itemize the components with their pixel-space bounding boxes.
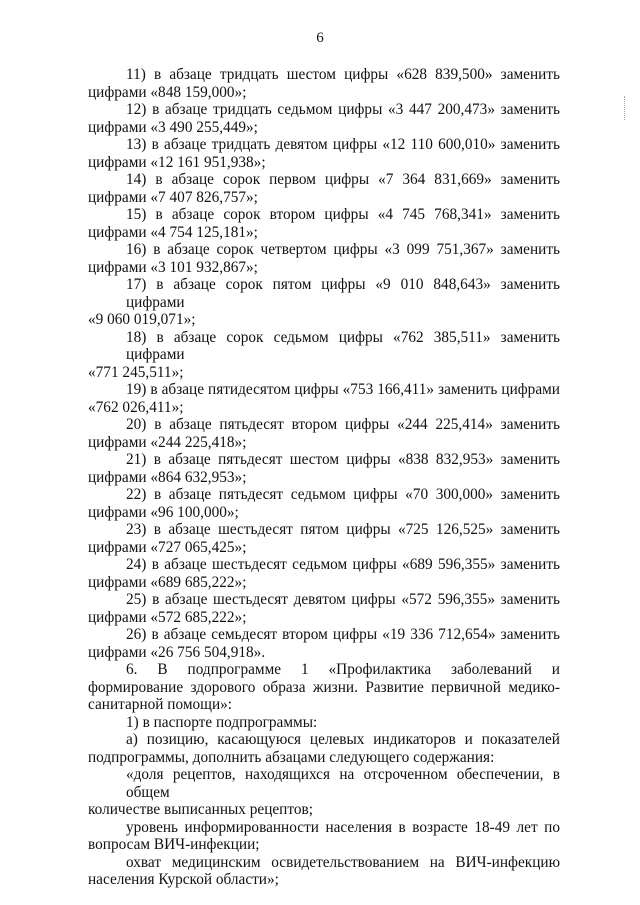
amendment-item (88, 556, 560, 574)
scan-artifact (624, 96, 626, 120)
amendment-line: 25) в абзаце шестьдесят девятом цифры «572 596,355» заменить (126, 591, 560, 608)
amendment-item (88, 66, 560, 84)
amendment-continuation: цифрами «3 490 255,449»; (88, 118, 258, 136)
amendment-item (88, 329, 560, 364)
passport-item: 1) в паспорте подпрограммы: (126, 713, 318, 731)
amendment-continuation: цифрами «96 100,000»; (88, 503, 239, 521)
amendment-continuation: цифрами «864 632,953»; (88, 468, 247, 486)
amendment-line: 23) в абзаце шестьдесят пятом цифры «725 126,525» заменить (126, 521, 560, 538)
amendment-item (88, 626, 560, 644)
amendment-continuation: цифрами «26 756 504,918». (88, 643, 266, 661)
amendment-line: 20) в абзаце пятьдесят втором цифры «244 225,414» заменить (126, 416, 560, 433)
amendment-line: 19) в абзаце пятидесятом цифры «753 166,411» заменить цифрами (126, 381, 560, 398)
amendment-item (88, 521, 560, 539)
amendment-continuation: цифрами «244 225,418»; (88, 433, 247, 451)
indicator-item (88, 766, 560, 801)
amendment-line: 17) в абзаце сорок пятом цифры «9 010 848,643» заменить цифрами (126, 276, 560, 311)
amendment-item (88, 591, 560, 609)
amendment-continuation: цифрами «7 407 826,757»; (88, 188, 258, 206)
amendment-item (88, 486, 560, 504)
amendment-item (88, 136, 560, 154)
amendment-line: 24) в абзаце шестьдесят седьмом цифры «689 596,355» заменить (126, 556, 560, 573)
amendment-continuation: цифрами «689 685,222»; (88, 573, 247, 591)
indicators-item: а) позицию, касающуюся целевых индикаторов и показателей подпрограммы, дополнить абзацами следующего содержания: (88, 731, 560, 766)
amendment-continuation: цифрами «848 159,000»; (88, 83, 247, 101)
amendment-continuation: цифрами «12 161 951,938»; (88, 153, 266, 171)
indicator-item (88, 854, 560, 872)
amendment-item (88, 276, 560, 311)
indicator-continuation: населения Курской области»; (88, 871, 279, 888)
amendment-item (88, 381, 560, 399)
document-body (88, 66, 560, 889)
amendment-item (88, 451, 560, 469)
amendment-continuation: цифрами «3 101 932,867»; (88, 258, 258, 276)
amendment-item (88, 206, 560, 224)
amendment-line: 14) в абзаце сорок первом цифры «7 364 831,669» заменить (126, 171, 560, 188)
amendment-line: 16) в абзаце сорок четвертом цифры «3 099 751,367» заменить (126, 241, 560, 258)
indicator-continuation: вопросам ВИЧ-инфекции; (88, 836, 260, 853)
indicator-line: охват медицинским освидетельствованием на ВИЧ-инфекцию (126, 853, 560, 871)
amendment-line: 21) в абзаце пятьдесят шестом цифры «838 832,953» заменить (126, 451, 560, 468)
amendment-continuation: цифрами «727 065,425»; (88, 538, 247, 556)
amendment-continuation: «9 060 019,071»; (88, 311, 196, 328)
amendment-item (88, 171, 560, 189)
indicator-continuation: количестве выписанных рецептов; (88, 801, 313, 818)
indicator-line: уровень информированности населения в возрасте 18-49 лет по (126, 818, 560, 836)
indicator-item (88, 819, 560, 837)
amendment-item (88, 101, 560, 119)
amendment-item (88, 416, 560, 434)
page-number: 6 (316, 30, 324, 46)
amendment-continuation: цифрами «4 754 125,181»; (88, 223, 258, 241)
amendment-line: 11) в абзаце тридцать шестом цифры «628 839,500» заменить (126, 66, 560, 83)
amendment-line: 26) в абзаце семьдесят втором цифры «19 336 712,654» заменить (126, 626, 560, 643)
indicator-line: «доля рецептов, находящихся на отсроченном обеспечении, в общем (126, 766, 560, 801)
amendment-line: 13) в абзаце тридцать девятом цифры «12 110 600,010» заменить (126, 136, 560, 153)
amendment-line: 15) в абзаце сорок втором цифры «4 745 768,341» заменить (126, 206, 560, 223)
amendment-line: 12) в абзаце тридцать седьмом цифры «3 447 200,473» заменить (126, 101, 560, 118)
amendment-item (88, 241, 560, 259)
amendment-line: 22) в абзаце пятьдесят седьмом цифры «70 300,000» заменить (126, 486, 560, 503)
amendment-line: 18) в абзаце сорок седьмом цифры «762 385,511» заменить цифрами (126, 328, 560, 363)
amendment-continuation: цифрами «572 685,222»; (88, 608, 247, 626)
amendment-continuation: «762 026,411»; (88, 398, 184, 416)
section-6-heading: 6. В подпрограмме 1 «Профилактика заболеваний и формирование здорового образа жизни. Развитие первичной медико-санитарной помощи»: (88, 661, 560, 713)
amendment-continuation: «771 245,511»; (88, 363, 184, 381)
